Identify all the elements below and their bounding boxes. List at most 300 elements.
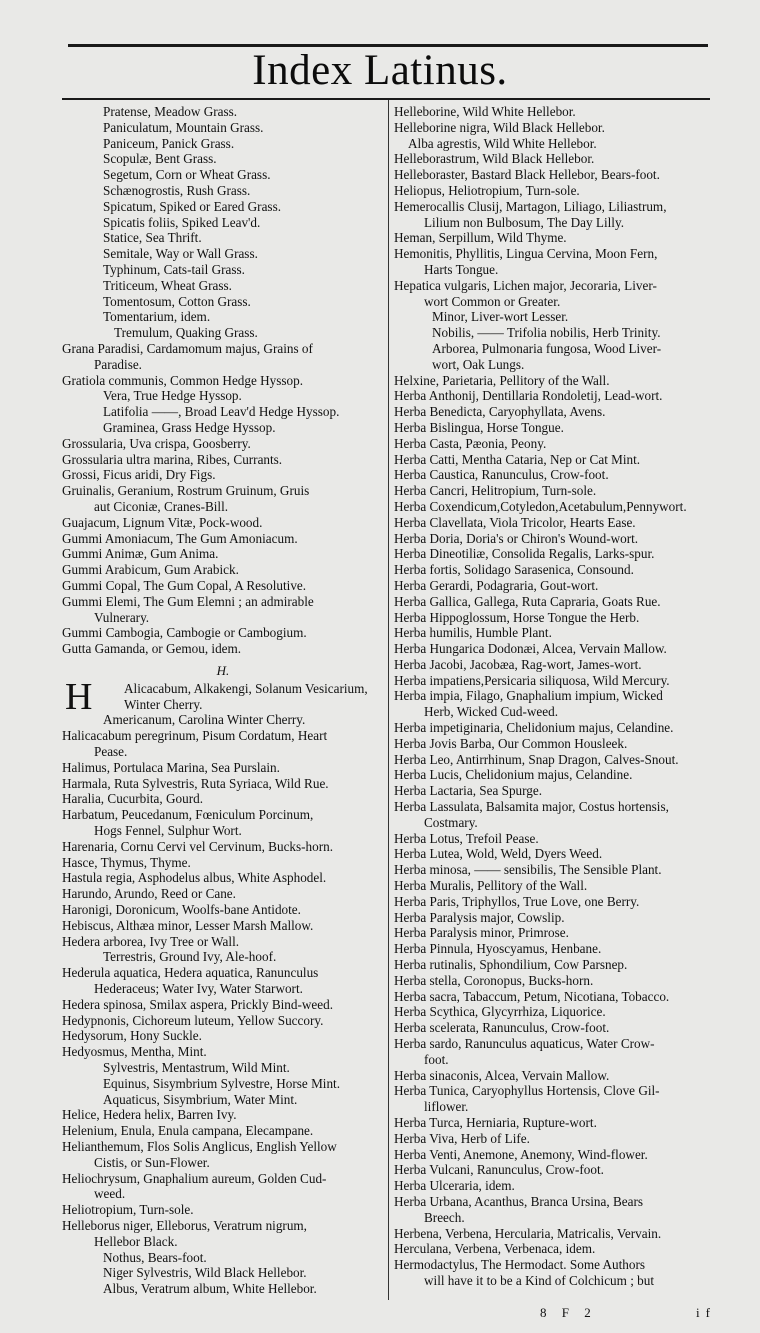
index-entry-text: Herba Paris, Triphyllos, True Love, one Berry. xyxy=(394,893,640,909)
index-entry xyxy=(62,1234,384,1250)
index-entry-text: Herba Venti, Anemone, Anemony, Wind-flower. xyxy=(394,1146,648,1162)
index-entry xyxy=(394,1178,712,1194)
index-entry xyxy=(394,452,712,468)
index-entry xyxy=(394,1194,712,1210)
index-entry xyxy=(62,744,384,760)
index-entry xyxy=(62,104,384,120)
index-entry-text: weed. xyxy=(94,1186,126,1202)
index-entry-text: Herbena, Verbena, Hercularia, Matricalis, Vervain. xyxy=(394,1225,662,1241)
index-entry-text: Herba impatiens,Persicaria siliquosa, Wild Mercury. xyxy=(394,672,670,688)
index-entry xyxy=(394,1162,712,1178)
index-entry xyxy=(62,278,384,294)
index-entry-text: Alicacabum, Alkakengi, Solanum Vesicarium, xyxy=(124,680,368,696)
index-entry-text: Albus, Veratrum album, White Hellebor. xyxy=(103,1281,317,1297)
index-entry-text: Halicacabum peregrinum, Pisum Cordatum, Heart xyxy=(62,728,328,744)
index-entry-text: liflower. xyxy=(424,1099,469,1115)
index-entry-text: Herba Coxendicum,Cotyledon,Acetabulum,Pennywort. xyxy=(394,498,687,514)
index-entry xyxy=(62,546,384,562)
index-entry xyxy=(62,262,384,278)
index-entry xyxy=(62,230,384,246)
index-entry-text: Guajacum, Lignum Vitæ, Pock-wood. xyxy=(62,514,263,530)
index-entry-text: Herba Turca, Herniaria, Rupture-wort. xyxy=(394,1115,597,1130)
index-entry-text: Herba Lassulata, Balsamita major, Costus hortensis, xyxy=(394,799,669,815)
index-entry xyxy=(394,199,712,215)
index-entry-text: Herba Gerardi, Podagraria, Gout-wort. xyxy=(394,577,599,593)
index-entry-text: Arborea, Pulmonaria fungosa, Wood Liver- xyxy=(432,340,662,356)
index-entry xyxy=(394,230,712,246)
index-entry-text: Helleborus niger, Elleborus, Veratrum nigrum, xyxy=(62,1217,307,1233)
index-entry xyxy=(62,452,384,468)
index-entry-text: Hedera arborea, Ivy Tree or Wall. xyxy=(62,933,240,949)
index-entry xyxy=(62,791,384,807)
index-entry-text: Herba Hungarica Dodonæi, Alcea, Vervain Mallow. xyxy=(394,641,667,657)
index-entry-text: Sylvestris, Mentastrum, Wild Mint. xyxy=(103,1060,290,1076)
index-entry xyxy=(394,1241,712,1257)
index-entry-text: Herba sacra, Tabaccum, Petum, Nicotiana, Tobacco. xyxy=(394,988,670,1004)
index-entry-text: Aquaticus, Sisymbrium, Water Mint. xyxy=(103,1091,298,1107)
right-entry-list xyxy=(394,104,712,1289)
index-entry xyxy=(62,436,384,452)
left-entry-list-h xyxy=(62,675,384,1297)
index-entry xyxy=(394,325,712,341)
index-entry xyxy=(394,594,712,610)
index-entry xyxy=(394,878,712,894)
index-entry-text: Gummi Elemi, The Gum Elemni ; an admirable xyxy=(62,593,314,609)
index-entry-text: Spicatum, Spiked or Eared Grass. xyxy=(103,198,281,214)
index-entry xyxy=(62,215,384,231)
index-entry-text: Gummi Animæ, Gum Anima. xyxy=(62,546,219,562)
index-entry xyxy=(62,1186,384,1202)
index-entry-text: Herculana, Verbena, Verbenaca, idem. xyxy=(394,1241,596,1257)
index-entry-text: Niger Sylvestris, Wild Black Hellebor. xyxy=(103,1265,307,1281)
index-entry-text: Herba Lucis, Chelidonium majus, Celandine. xyxy=(394,767,633,783)
index-entry xyxy=(62,499,384,515)
index-entry xyxy=(394,941,712,957)
left-entry-list xyxy=(62,104,384,657)
index-entry xyxy=(394,752,712,768)
index-entry xyxy=(394,1131,712,1147)
header-rule xyxy=(62,98,710,100)
index-entry-text: wort, Oak Lungs. xyxy=(432,356,525,372)
index-entry-text: Herba Casta, Pæonia, Peony. xyxy=(394,435,547,451)
index-entry xyxy=(394,436,712,452)
index-entry xyxy=(62,1123,384,1139)
index-entry-text: Heliotropium, Turn-sole. xyxy=(62,1202,194,1218)
index-entry xyxy=(394,973,712,989)
index-entry xyxy=(62,373,384,389)
index-entry xyxy=(62,934,384,950)
index-entry-text: Herba minosa, —— sensibilis, The Sensible Plant. xyxy=(394,862,662,878)
index-entry xyxy=(394,831,712,847)
index-entry-text: Herba Caustica, Ranunculus, Crow-foot. xyxy=(394,467,609,483)
index-entry-text: Lilium non Bulbosum, The Day Lilly. xyxy=(424,214,625,230)
index-entry-text: Spicatis foliis, Spiked Leav'd. xyxy=(103,214,261,230)
index-entry-text: Helleborastrum, Wild Black Hellebor. xyxy=(394,151,595,167)
index-entry-text: Herba impetiginaria, Chelidonium majus, Celandine. xyxy=(394,720,674,736)
index-entry xyxy=(62,404,384,420)
index-entry-text: Herba Hippoglossum, Horse Tongue the Herb. xyxy=(394,609,640,625)
index-entry xyxy=(62,420,384,436)
index-entry-text: Hedyosmus, Mentha, Mint. xyxy=(62,1044,207,1060)
index-entry xyxy=(62,578,384,594)
index-entry-text: Herba Leo, Antirrhinum, Snap Dragon, Calves-Snout. xyxy=(394,751,679,767)
index-entry xyxy=(62,246,384,262)
index-entry-text: Herba Jacobi, Jacobæa, Rag-wort, James-wort. xyxy=(394,656,642,672)
index-entry-text: Herba sinaconis, Alcea, Vervain Mallow. xyxy=(394,1067,610,1083)
index-entry-text: Herba scelerata, Ranunculus, Crow-foot. xyxy=(394,1020,610,1036)
index-entry-text: Helice, Hedera helix, Barren Ivy. xyxy=(62,1107,237,1123)
index-entry-text: Herba Doria, Doria's or Chiron's Wound-wort. xyxy=(394,530,639,546)
index-entry-text: Triticeum, Wheat Grass. xyxy=(103,277,232,293)
index-entry xyxy=(62,1250,384,1266)
index-entry xyxy=(62,641,384,657)
index-entry-text: Grossi, Ficus aridi, Dry Figs. xyxy=(62,467,216,483)
index-entry xyxy=(62,1139,384,1155)
drop-capital: H xyxy=(65,675,93,718)
index-entry xyxy=(62,610,384,626)
index-entry-text: Herba sardo, Ranunculus aquaticus, Water Crow- xyxy=(394,1036,655,1052)
index-entry xyxy=(394,1099,712,1115)
index-entry xyxy=(394,341,712,357)
index-entry xyxy=(62,325,384,341)
index-entry xyxy=(394,546,712,562)
index-entry-text: Herba Dineotiliæ, Consolida Regalis, Larks-spur. xyxy=(394,546,655,562)
index-entry xyxy=(62,1218,384,1234)
index-entry xyxy=(62,1202,384,1218)
index-entry xyxy=(62,807,384,823)
index-entry xyxy=(62,594,384,610)
index-entry xyxy=(394,104,712,120)
index-entry xyxy=(394,1257,712,1273)
index-entry-text: Harundo, Arundo, Reed or Cane. xyxy=(62,886,236,902)
index-entry xyxy=(62,341,384,357)
index-entry xyxy=(62,776,384,792)
index-entry-text: Hastula regia, Asphodelus albus, White Asphodel. xyxy=(62,870,327,886)
index-entry xyxy=(394,894,712,910)
index-entry xyxy=(394,499,712,515)
index-entry xyxy=(394,246,712,262)
index-entry xyxy=(394,1115,712,1131)
index-entry xyxy=(394,846,712,862)
index-entry xyxy=(62,839,384,855)
index-entry xyxy=(394,783,712,799)
left-column xyxy=(62,104,384,1297)
index-entry-text: Herb, Wicked Cud-weed. xyxy=(424,704,558,720)
index-entry xyxy=(62,294,384,310)
index-entry-text: Helxine, Parietaria, Pellitory of the Wall. xyxy=(394,372,610,388)
index-entry-text: Harenaria, Cornu Cervi vel Cervinum, Bucks-horn. xyxy=(62,838,334,854)
index-entry-text: Herba Benedicta, Caryophyllata, Avens. xyxy=(394,404,606,420)
index-entry-text: Herba Scythica, Glycyrrhiza, Liquorice. xyxy=(394,1004,606,1020)
index-entry xyxy=(394,1147,712,1163)
index-entry xyxy=(62,823,384,839)
index-entry xyxy=(62,1171,384,1187)
index-entry xyxy=(62,120,384,136)
index-entry-text: Segetum, Corn or Wheat Grass. xyxy=(103,167,271,183)
index-entry-text: Herba Paralysis minor, Primrose. xyxy=(394,925,569,941)
index-entry xyxy=(394,957,712,973)
index-entry xyxy=(394,688,712,704)
index-entry-text: Grana Paradisi, Cardamomum majus, Grains of xyxy=(62,340,313,356)
index-entry xyxy=(62,1028,384,1044)
index-entry-text: Herba Pinnula, Hyoscyamus, Henbane. xyxy=(394,941,602,957)
index-entry xyxy=(394,1083,712,1099)
index-entry xyxy=(394,657,712,673)
index-entry-text: Harmala, Ruta Sylvestris, Ruta Syriaca, Wild Rue. xyxy=(62,775,329,791)
index-entry-text: Hedysorum, Hony Suckle. xyxy=(62,1028,202,1044)
index-entry xyxy=(62,562,384,578)
right-column xyxy=(394,104,712,1289)
index-entry xyxy=(394,136,712,152)
index-entry xyxy=(394,215,712,231)
index-entry-text: Herba Lactaria, Sea Spurge. xyxy=(394,783,543,799)
index-entry-text: Halimus, Portulaca Marina, Sea Purslain. xyxy=(62,759,280,775)
index-entry-text: Hasce, Thymus, Thyme. xyxy=(62,854,191,870)
index-entry-text: Vera, True Hedge Hyssop. xyxy=(103,388,242,404)
index-entry xyxy=(62,1060,384,1076)
index-entry-text: Statice, Sea Thrift. xyxy=(103,230,202,246)
index-entry xyxy=(62,1013,384,1029)
index-entry-text: Gruinalis, Geranium, Rostrum Gruinum, Gruis xyxy=(62,483,310,499)
index-entry-text: Tremulum, Quaking Grass. xyxy=(114,325,258,341)
index-entry-text: Gummi Arabicum, Gum Arabick. xyxy=(62,562,239,578)
index-entry-text: Americanum, Carolina Winter Cherry. xyxy=(103,712,306,728)
catchword: if xyxy=(695,1305,716,1320)
index-entry-text: Pratense, Meadow Grass. xyxy=(103,104,238,119)
index-entry xyxy=(394,262,712,278)
index-entry xyxy=(62,136,384,152)
index-entry-text: wort Common or Greater. xyxy=(424,293,561,309)
index-entry xyxy=(62,167,384,183)
page-title: Index Latinus. xyxy=(252,47,508,94)
index-entry xyxy=(394,910,712,926)
index-entry xyxy=(394,151,712,167)
index-entry xyxy=(62,1107,384,1123)
index-entry xyxy=(62,199,384,215)
index-entry-text: Herba stella, Coronopus, Bucks-horn. xyxy=(394,972,594,988)
index-entry-text: Herba Bislingua, Horse Tongue. xyxy=(394,419,564,435)
index-entry-text: Herba Jovis Barba, Our Common Housleek. xyxy=(394,735,628,751)
index-entry-text: Hermodactylus, The Hermodact. Some Authors xyxy=(394,1257,645,1273)
index-entry-text: Herba Viva, Herb of Life. xyxy=(394,1130,530,1146)
index-entry-text: Herba rutinalis, Sphondilium, Cow Parsnep. xyxy=(394,957,628,973)
section-h-block xyxy=(62,675,384,1297)
index-entry xyxy=(62,855,384,871)
index-entry-text: Minor, Liver-wort Lesser. xyxy=(432,309,569,325)
index-entry xyxy=(394,294,712,310)
index-entry xyxy=(394,578,712,594)
index-entry xyxy=(394,373,712,389)
index-entry-text: Winter Cherry. xyxy=(124,696,203,712)
index-entry xyxy=(62,1076,384,1092)
index-entry xyxy=(394,989,712,1005)
index-entry-text: Grossularia, Uva crispa, Goosberry. xyxy=(62,435,251,451)
index-entry xyxy=(62,625,384,641)
index-entry-text: Herba Ulceraria, idem. xyxy=(394,1178,515,1194)
index-entry xyxy=(394,531,712,547)
index-entry-text: Gummi Copal, The Gum Copal, A Resolutive. xyxy=(62,577,307,593)
index-entry xyxy=(394,720,712,736)
index-entry-text: Helianthemum, Flos Solis Anglicus, English Yellow xyxy=(62,1139,337,1154)
index-entry xyxy=(62,902,384,918)
index-entry xyxy=(62,1281,384,1297)
index-entry-text: Haralia, Cucurbita, Gourd. xyxy=(62,791,203,807)
index-entry xyxy=(394,1052,712,1068)
index-entry xyxy=(62,388,384,404)
index-entry-text: Helleborine, Wild White Hellebor. xyxy=(394,104,576,119)
index-entry xyxy=(394,767,712,783)
index-entry-text: Gummi Cambogia, Cambogie or Cambogium. xyxy=(62,625,307,641)
index-entry-text: Heliopus, Heliotropium, Turn-sole. xyxy=(394,182,580,198)
index-entry-text: Herba Urbana, Acanthus, Branca Ursina, Bears xyxy=(394,1193,644,1209)
index-entry-text: Pease. xyxy=(94,744,128,760)
index-entry-text: Scopulæ, Bent Grass. xyxy=(103,151,217,167)
index-entry xyxy=(62,183,384,199)
index-entry xyxy=(62,918,384,934)
index-entry-text: Typhinum, Cats-tail Grass. xyxy=(103,261,245,277)
index-entry xyxy=(394,673,712,689)
index-entry-text: Herba Clavellata, Viola Tricolor, Hearts Ease. xyxy=(394,514,636,530)
index-entry-text: Herba humilis, Humble Plant. xyxy=(394,625,552,641)
index-entry-text: Gutta Gamanda, or Gemou, idem. xyxy=(62,641,242,657)
index-entry xyxy=(62,981,384,997)
index-entry xyxy=(62,681,384,697)
index-entry xyxy=(394,167,712,183)
index-entry-text: Hebiscus, Althæa minor, Lesser Marsh Mallow. xyxy=(62,917,314,933)
index-entry-text: Gratiola communis, Common Hedge Hyssop. xyxy=(62,372,304,388)
index-entry-text: Herba Paralysis major, Cowslip. xyxy=(394,909,565,925)
index-entry xyxy=(62,309,384,325)
index-entry xyxy=(62,965,384,981)
index-entry-text: Graminea, Grass Hedge Hyssop. xyxy=(103,419,276,435)
index-entry-text: Schænogrostis, Rush Grass. xyxy=(103,182,251,198)
index-entry-text: Hogs Fennel, Sulphur Wort. xyxy=(94,823,242,839)
index-entry-text: Harbatum, Peucedanum, Fœniculum Porcinum, xyxy=(62,807,314,823)
index-entry-text: Herba Cancri, Helitropium, Turn-sole. xyxy=(394,483,597,499)
index-entry xyxy=(62,870,384,886)
index-entry xyxy=(394,925,712,941)
index-entry xyxy=(394,1036,712,1052)
index-entry-text: Helenium, Enula, Enula campana, Elecampane. xyxy=(62,1123,314,1139)
index-entry-text: Herba Tunica, Caryophyllus Hortensis, Clove Gil- xyxy=(394,1083,660,1099)
index-entry-text: Nobilis, —— Trifolia nobilis, Herb Trinity. xyxy=(432,325,661,341)
index-entry-text: Semitale, Way or Wall Grass. xyxy=(103,246,258,262)
index-entry-text: Herba Anthonij, Dentillaria Rondoletij, Lead-wort. xyxy=(394,388,663,404)
index-entry-text: Vulnerary. xyxy=(94,609,150,625)
index-entry-text: Herba Muralis, Pellitory of the Wall. xyxy=(394,878,588,894)
signature-mark: 8 F 2 xyxy=(540,1305,597,1320)
index-entry xyxy=(394,736,712,752)
index-entry xyxy=(394,120,712,136)
index-entry-text: Herba Lutea, Wold, Weld, Dyers Weed. xyxy=(394,846,603,862)
index-entry xyxy=(394,1210,712,1226)
index-entry-text: will have it to be a Kind of Colchicum ; but xyxy=(424,1272,655,1288)
index-entry-text: Hedypnonis, Cichoreum luteum, Yellow Succory. xyxy=(62,1012,324,1028)
index-entry xyxy=(62,357,384,373)
index-entry xyxy=(394,1004,712,1020)
index-entry xyxy=(394,467,712,483)
index-entry-text: Alba agrestis, Wild White Hellebor. xyxy=(408,135,597,151)
index-entry-text: Tomentosum, Cotton Grass. xyxy=(103,293,251,309)
index-entry-text: Hemerocallis Clusij, Martagon, Liliago, Liliastrum, xyxy=(394,198,667,214)
index-entry xyxy=(62,712,384,728)
section-heading: H. xyxy=(216,662,230,678)
index-entry xyxy=(394,404,712,420)
index-entry xyxy=(62,151,384,167)
index-entry-text: foot. xyxy=(424,1051,449,1067)
index-entry xyxy=(62,886,384,902)
index-entry-text: Herba Catti, Mentha Cataria, Nep or Cat Mint. xyxy=(394,451,641,467)
index-entry-text: Nothus, Bears-foot. xyxy=(103,1249,207,1265)
index-entry xyxy=(394,1273,712,1289)
index-entry xyxy=(394,562,712,578)
index-entry xyxy=(394,278,712,294)
index-entry xyxy=(394,483,712,499)
index-entry-text: Grossularia ultra marina, Ribes, Currants. xyxy=(62,451,283,467)
index-entry-text: Hellebor Black. xyxy=(94,1233,178,1249)
index-entry-text: Herba Vulcani, Ranunculus, Crow-foot. xyxy=(394,1162,604,1178)
index-entry xyxy=(62,515,384,531)
index-entry-text: Herba Lotus, Trefoil Pease. xyxy=(394,830,539,846)
index-entry-text: Hemonitis, Phyllitis, Lingua Cervina, Moon Fern, xyxy=(394,246,658,262)
index-entry xyxy=(62,1155,384,1171)
index-entry xyxy=(62,1092,384,1108)
index-entry-text: Equinus, Sisymbrium Sylvestre, Horse Mint. xyxy=(103,1075,341,1091)
index-entry-text: Herba impia, Filago, Gnaphalium impium, Wicked xyxy=(394,688,663,704)
page-footer xyxy=(540,1305,716,1321)
index-entry xyxy=(62,997,384,1013)
index-entry-text: Breech. xyxy=(424,1209,465,1225)
index-entry xyxy=(62,1265,384,1281)
index-entry xyxy=(394,610,712,626)
index-entry xyxy=(62,949,384,965)
index-entry xyxy=(394,183,712,199)
index-entry-text: Latifolia ——, Broad Leav'd Hedge Hyssop. xyxy=(103,404,340,420)
index-entry-text: Paniceum, Panick Grass. xyxy=(103,135,235,151)
index-entry xyxy=(394,1068,712,1084)
index-entry xyxy=(394,641,712,657)
index-entry xyxy=(62,697,384,713)
index-entry-text: Gummi Amoniacum, The Gum Amoniacum. xyxy=(62,530,298,546)
index-entry-text: Terrestris, Ground Ivy, Ale-hoof. xyxy=(103,949,277,965)
index-entry xyxy=(394,625,712,641)
index-entry-text: Cistis, or Sun-Flower. xyxy=(94,1154,210,1170)
index-entry xyxy=(394,815,712,831)
index-entry-text: aut Ciconiæ, Cranes-Bill. xyxy=(94,498,229,514)
index-entry xyxy=(62,760,384,776)
index-entry xyxy=(62,728,384,744)
index-entry-text: Helleboraster, Bastard Black Hellebor, Bears-foot. xyxy=(394,167,660,183)
index-entry-text: Hederaceus; Water Ivy, Water Starwort. xyxy=(94,981,303,997)
index-entry xyxy=(394,515,712,531)
index-entry xyxy=(62,467,384,483)
index-entry-text: Heman, Serpillum, Wild Thyme. xyxy=(394,230,567,246)
index-entry xyxy=(394,388,712,404)
index-entry-text: Haronigi, Doronicum, Woolfs-bane Antidote. xyxy=(62,902,301,918)
index-entry-text: Helleborine nigra, Wild Black Hellebor. xyxy=(394,119,605,135)
index-entry xyxy=(62,531,384,547)
index-entry-text: Hedera spinosa, Smilax aspera, Prickly Bind-weed. xyxy=(62,996,334,1012)
index-entry xyxy=(394,309,712,325)
index-entry-text: Harts Tongue. xyxy=(424,261,499,277)
index-entry xyxy=(394,1020,712,1036)
index-entry-text: Hepatica vulgaris, Lichen major, Jecoraria, Liver- xyxy=(394,277,657,293)
index-entry-text: Paniculatum, Mountain Grass. xyxy=(103,119,264,135)
index-entry-text: Herba fortis, Solidago Sarasenica, Consound. xyxy=(394,562,634,578)
index-entry-text: Paradise. xyxy=(94,356,142,372)
index-entry xyxy=(394,799,712,815)
index-entry-text: Tomentarium, idem. xyxy=(103,309,211,325)
